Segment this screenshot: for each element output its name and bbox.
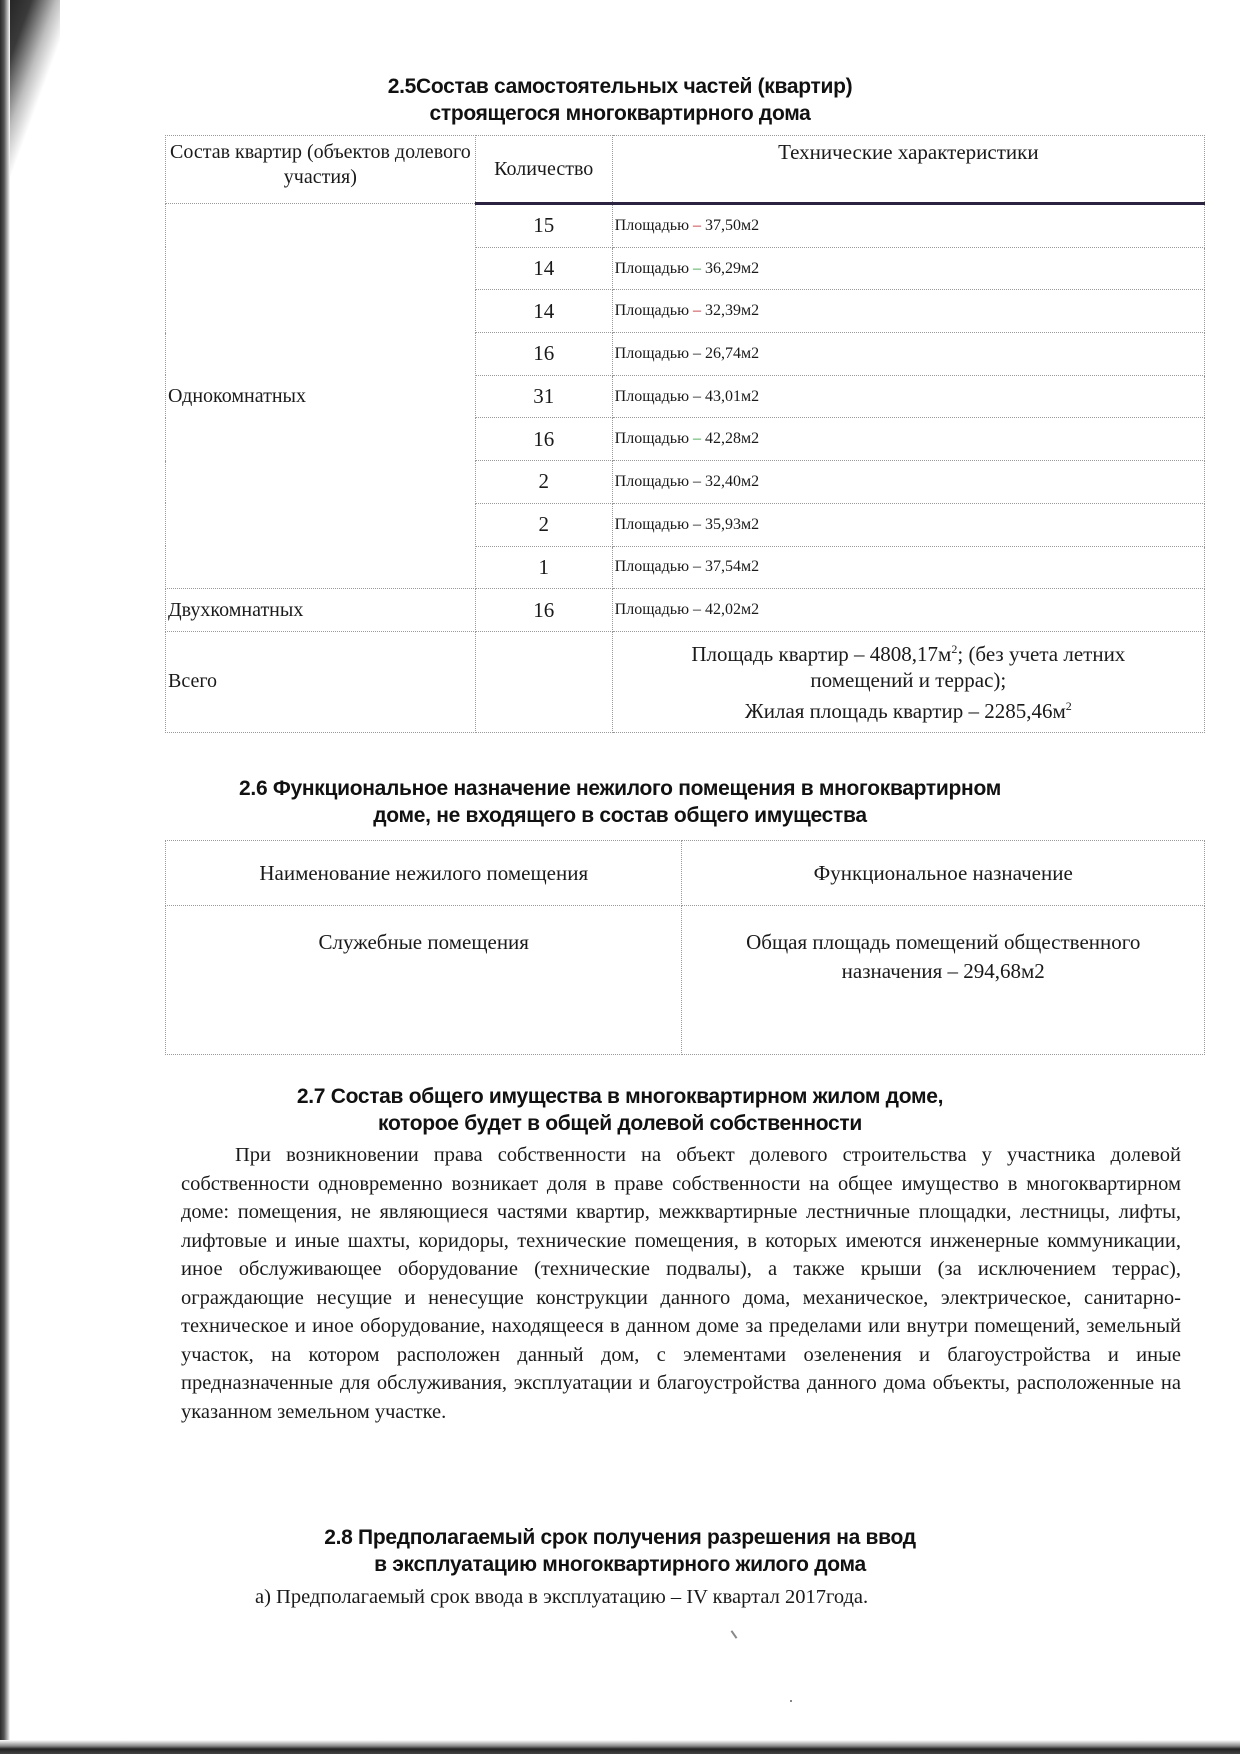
area-cell	[612, 204, 1204, 248]
area-cell	[612, 333, 1204, 376]
living-area-text: Жилая площадь квартир – 2285,46м	[744, 698, 1066, 723]
area-cell	[612, 290, 1204, 333]
dash: –	[693, 558, 702, 576]
area-value: 32,40м2	[701, 472, 760, 490]
dash: –	[693, 472, 702, 490]
function-line1: Общая площадь помещений общественного	[746, 930, 1141, 954]
superscript: 2	[1065, 698, 1072, 713]
section-2-7-heading-line2: которое будет в общей долевой собственности	[378, 1112, 862, 1135]
section-2-6-heading	[0, 775, 1240, 829]
total-quantity	[475, 631, 612, 732]
column-header-premises-name: Наименование нежилого помещения	[166, 841, 682, 906]
area-value: 37,50м2	[701, 216, 760, 234]
table-header-row	[166, 841, 1205, 906]
scan-shadow-bottom-edge	[0, 1740, 1240, 1754]
section-2-5-heading-line2: строящегося многоквартирного дома	[429, 102, 811, 125]
area-label: Площадью	[614, 515, 694, 533]
apartments-composition-table	[165, 135, 1205, 733]
area-cell	[612, 375, 1204, 418]
apartment-type-one-room: Однокомнатных	[166, 204, 476, 589]
non-residential-premises-table	[165, 840, 1205, 1055]
quantity-cell: 1	[475, 546, 612, 589]
section-2-6-heading-line2: доме, не входящего в состав общего имущества	[373, 804, 867, 827]
section-2-8-heading-line1: 2.8 Предполагаемый срок получения разрешения на ввод	[324, 1526, 916, 1549]
area-value: 35,93м2	[701, 515, 760, 533]
function-line2: назначения – 294,68м2	[841, 959, 1045, 983]
section-2-6-heading-line1: 2.6 Функциональное назначение нежилого помещения в многоквартирном	[239, 777, 1001, 800]
quantity-cell: 16	[475, 418, 612, 461]
area-value: 32,39м2	[701, 302, 760, 320]
column-header-tech-characteristics: Технические характеристики	[612, 136, 1204, 204]
area-label: Площадью	[614, 259, 694, 277]
total-apartments-area	[613, 636, 1204, 667]
scan-speck	[731, 1630, 738, 1639]
table-row	[166, 906, 1205, 1055]
area-cell	[612, 503, 1204, 546]
total-area-note-line2: помещений и террас);	[810, 667, 1007, 692]
quantity-cell: 31	[475, 375, 612, 418]
quantity-cell: 16	[475, 333, 612, 376]
total-area-note: ; (без учета летних	[957, 641, 1126, 666]
section-2-5-heading	[0, 73, 1240, 127]
common-property-paragraph: При возникновении права собственности на объект долевого строительства у участника долевой собственности одновременно возникает доля в праве собственности на общее имущество в многоквартирном доме: помещения, не являющиеся частями квартир, межквартирные лестничные площадки, лестницы, лифты, лифтовые и иные шахты, коридоры, технические помещения, в которых имеются инженерные коммуникации, иное обслуживающее оборудование (технические подвалы), а также крыши (за исключением террас), ограждающие несущие и ненесущие конструкции данного дома, механическое, электрическое, санитарно-техническое и иное оборудование, находящееся в данном доме за пределами или внутри помещений, земельный участок, на котором расположен данный дом, с элементами озеленения и благоустройства и иные предназначенные для обслуживания, эксплуатации и благоустройства данного дома объекты, расположенные на указанном земельном участке.	[181, 1144, 1181, 1423]
area-cell	[612, 418, 1204, 461]
table-row-two-room	[166, 589, 1205, 632]
area-value: 42,28м2	[701, 430, 760, 448]
area-value: 43,01м2	[701, 387, 760, 405]
quantity-cell: 16	[475, 589, 612, 632]
dash: –	[693, 515, 702, 533]
section-2-7-heading-line1: 2.7 Состав общего имущества в многоквартирном жилом доме,	[296, 1085, 944, 1108]
quantity-cell: 2	[475, 503, 612, 546]
superscript: 2	[951, 641, 958, 656]
column-header-quantity: Количество	[475, 136, 612, 204]
dash: –	[693, 601, 702, 619]
dash: –	[693, 430, 702, 448]
dash: –	[693, 387, 702, 405]
area-label: Площадью	[614, 430, 694, 448]
scan-shadow-left-edge	[0, 0, 10, 1740]
section-2-5-heading-line1: 2.5Состав самостоятельных частей (квартир)	[387, 75, 853, 98]
total-area-text: Площадь квартир – 4808,17м	[691, 641, 952, 666]
dash: –	[693, 302, 702, 320]
dash: –	[693, 259, 702, 277]
dash: –	[693, 216, 702, 234]
area-label: Площадью	[614, 344, 694, 362]
section-2-7-heading	[0, 1083, 1240, 1137]
living-area	[613, 693, 1204, 724]
table-header-row	[166, 136, 1205, 204]
scan-speck	[790, 1700, 792, 1702]
total-area-summary	[612, 631, 1204, 732]
quantity-cell: 15	[475, 204, 612, 248]
area-cell	[612, 247, 1204, 290]
area-cell	[612, 461, 1204, 504]
premises-name-cell: Служебные помещения	[166, 906, 682, 1055]
area-value: 26,74м2	[701, 344, 760, 362]
quantity-cell: 14	[475, 290, 612, 333]
premises-function-cell	[682, 906, 1205, 1055]
section-2-8-heading-line2: в эксплуатацию многоквартирного жилого дома	[374, 1553, 866, 1576]
section-2-8-heading	[0, 1524, 1240, 1578]
area-value: 37,54м2	[701, 558, 760, 576]
column-header-function: Функциональное назначение	[682, 841, 1205, 906]
table-row-total	[166, 631, 1205, 732]
area-label: Площадью	[614, 558, 694, 576]
area-label: Площадью	[614, 216, 694, 234]
area-cell	[612, 589, 1204, 632]
area-label: Площадью	[614, 302, 694, 320]
table-row	[166, 204, 1205, 248]
area-label: Площадью	[614, 387, 694, 405]
area-value: 42,02м2	[701, 601, 760, 619]
area-label: Площадью	[614, 472, 694, 490]
apartment-type-two-room: Двухкомнатных	[166, 589, 476, 632]
commissioning-date-item: а) Предполагаемый срок ввода в эксплуатацию – IV квартал 2017года.	[255, 1586, 869, 1608]
quantity-cell: 2	[475, 461, 612, 504]
area-label: Площадью	[614, 601, 694, 619]
quantity-cell: 14	[475, 247, 612, 290]
column-header-apartment-type: Состав квартир (объектов долевого участия)	[166, 136, 476, 204]
area-cell	[612, 546, 1204, 589]
total-label: Всего	[166, 631, 476, 732]
area-value: 36,29м2	[701, 259, 760, 277]
dash: –	[693, 344, 702, 362]
